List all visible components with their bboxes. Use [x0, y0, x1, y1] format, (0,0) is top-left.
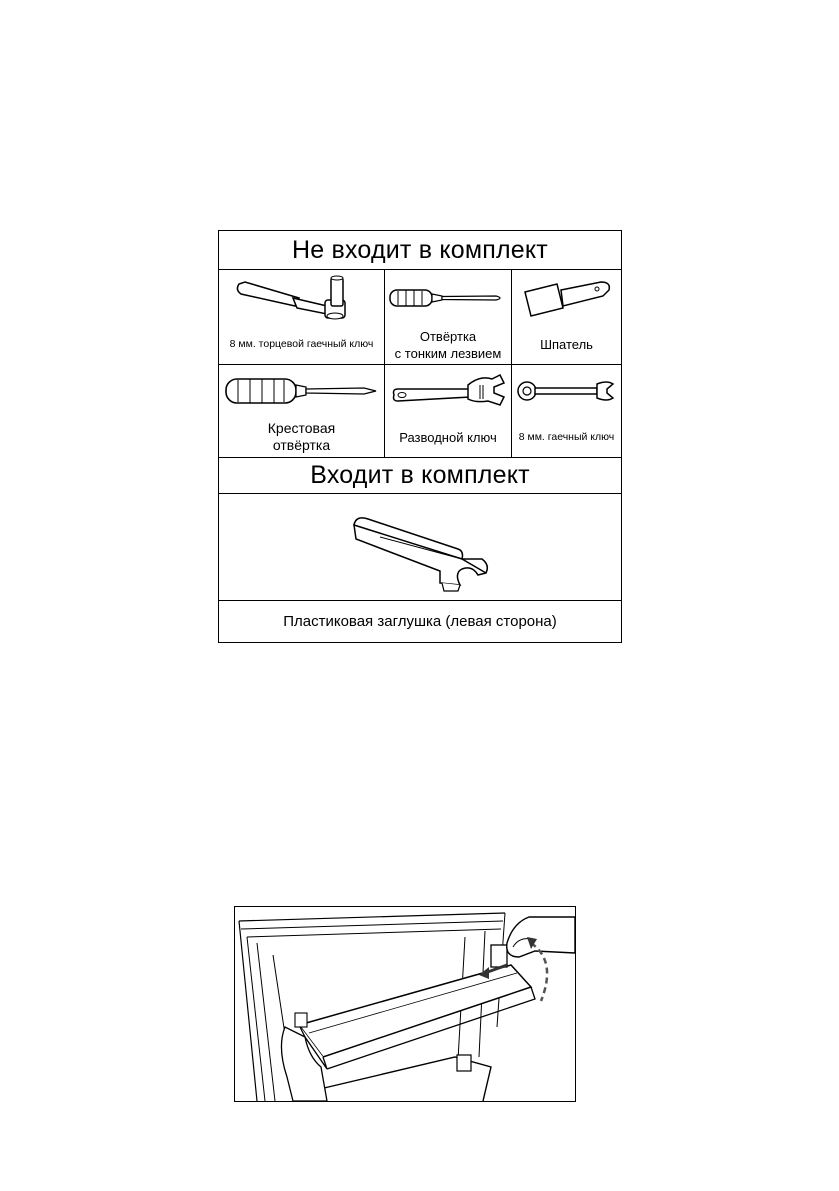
- plastic-cap-label: Пластиковая заглушка (левая сторона): [283, 613, 557, 630]
- not-included-header: [219, 231, 621, 270]
- tools-row-1-icons: [219, 270, 621, 325]
- flat-screwdriver-label-line2: с тонким лезвием: [394, 345, 502, 361]
- putty-knife-label: Шпатель: [540, 337, 593, 352]
- socket-wrench-cell: [219, 270, 385, 325]
- putty-knife-icon: [517, 276, 617, 320]
- tools-table: [218, 230, 622, 643]
- adjustable-wrench-label: Разводной ключ: [399, 429, 497, 445]
- plastic-cap-cell: [219, 494, 621, 600]
- phillips-screwdriver-label-line1: Крестовая: [267, 420, 336, 436]
- adjustable-wrench-icon: [388, 371, 508, 411]
- flat-screwdriver-label-line1: Отвёртка: [419, 328, 477, 344]
- phillips-screwdriver-label-line2: отвёртка: [272, 437, 331, 453]
- tools-row-2-icons: [219, 365, 621, 417]
- flat-screwdriver-cell: [385, 270, 512, 325]
- tools-row-1-labels: [219, 325, 621, 365]
- door-shelf-removal-illustration: [234, 906, 576, 1102]
- combination-wrench-cell: [512, 365, 621, 417]
- included-item-image-row: [219, 494, 621, 601]
- adjustable-wrench-cell: [385, 365, 512, 417]
- phillips-screwdriver-icon: [222, 371, 382, 411]
- plastic-cap-icon: [340, 499, 500, 595]
- combination-wrench-label: 8 мм. гаечный ключ: [518, 430, 615, 443]
- included-item-label-row: [219, 601, 621, 642]
- flat-screwdriver-icon: [388, 283, 508, 313]
- included-header: [219, 458, 621, 494]
- socket-wrench-icon: [227, 272, 377, 324]
- not-included-title: Не входит в комплект: [292, 235, 548, 264]
- door-shelf-illustration-drawing: [235, 907, 575, 1101]
- tools-row-2-labels: [219, 417, 621, 458]
- combination-wrench-icon: [515, 376, 619, 406]
- socket-wrench-label: 8 мм. торцевой гаечный ключ: [229, 338, 374, 350]
- phillips-screwdriver-cell: [219, 365, 385, 417]
- included-title: Входит в комплект: [310, 461, 530, 489]
- putty-knife-cell: [512, 270, 621, 325]
